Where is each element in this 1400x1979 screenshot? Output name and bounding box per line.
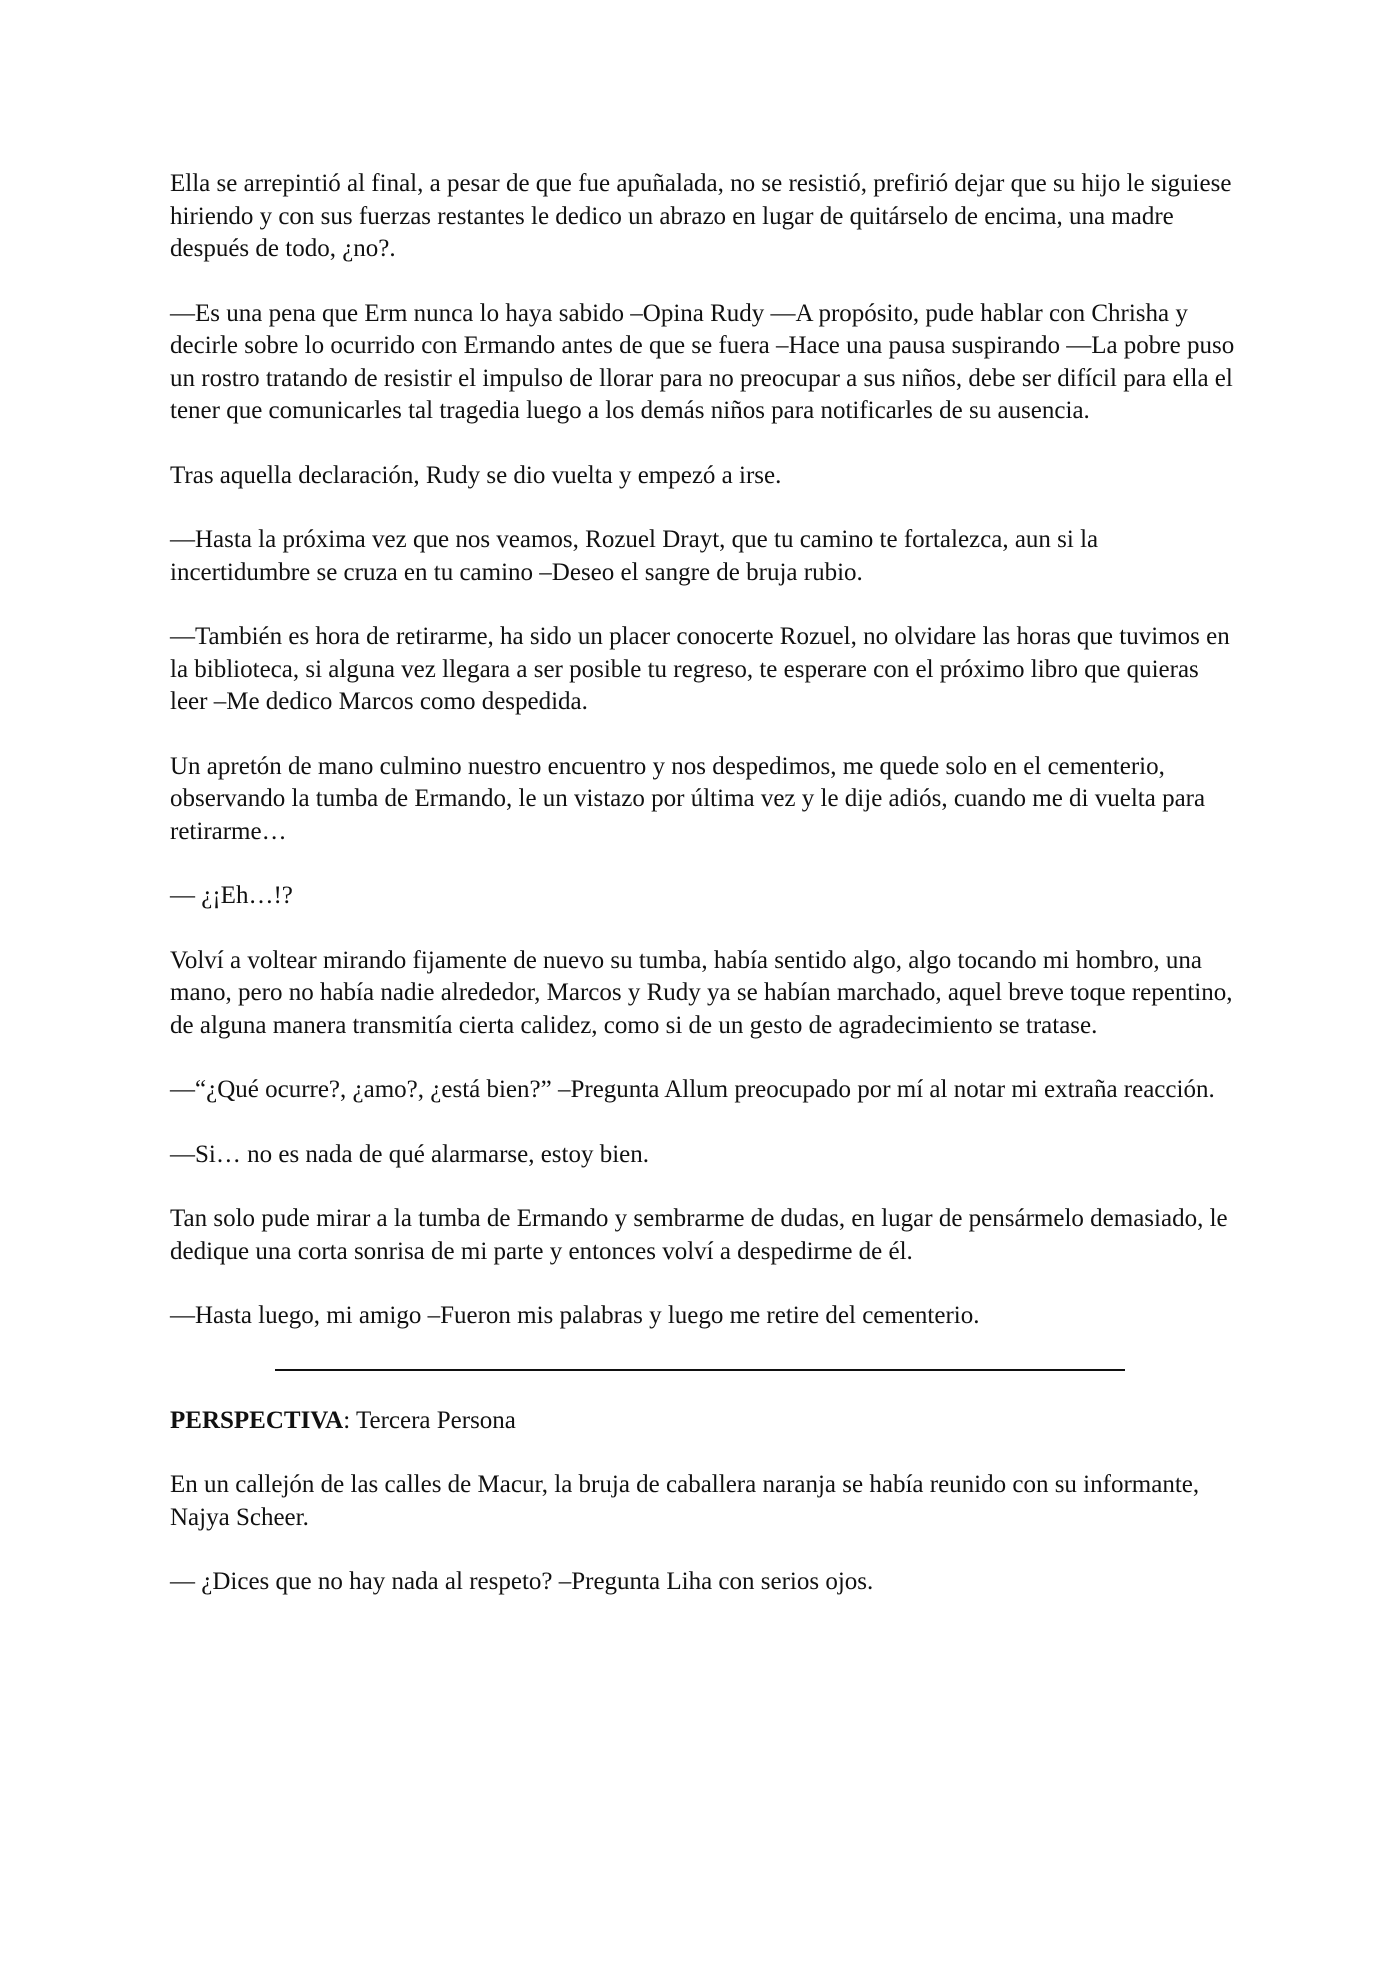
paragraph: Ella se arrepintió al final, a pesar de que fue apuñalada, no se resistió, prefirió dejar que su hijo le siguiese hiriendo y con sus fuerzas restantes le dedico un abrazo en lugar de quitárselo de encima, una madre después de todo, ¿no?. [170,170,1232,262]
paragraph: Tras aquella declaración, Rudy se dio vuelta y empezó a irse. [170,461,782,489]
paragraph: —Hasta la próxima vez que nos veamos, Rozuel Drayt, que tu camino te fortalezca, aun si la incertidumbre se cruza en tu camino –Deseo el sangre de bruja rubio. [170,526,1099,586]
paragraph: Un apretón de mano culmino nuestro encuentro y nos despedimos, me quede solo en el cementerio, observando la tumba de Ermando, le un vistazo por última vez y le dije adiós, cuando me di vuelta para retirarme… [170,752,1206,845]
paragraph: Volví a voltear mirando fijamente de nuevo su tumba, había sentido algo, algo tocando mi hombro, una mano, pero no había nadie alrededor, Marcos y Rudy ya se habían marchado, aquel breve toque repentino, de alguna manera transmitía cierta calidez, como si de un gesto de agradecimiento se tratase. [170,946,1233,1039]
paragraph: En un callejón de las calles de Macur, la bruja de caballera naranja se había reunido con su informante, Najya Scheer. [170,1471,1200,1531]
paragraph: —También es hora de retirarme, ha sido un placer conocerte Rozuel, no olvidare las horas que tuvimos en la biblioteca, si alguna vez llegara a ser posible tu regreso, te esperare con el próximo libro que quieras leer –Me dedico Marcos como despedida. [170,623,1230,715]
paragraph: —“¿Qué ocurre?, ¿amo?, ¿está bien?” –Pregunta Allum preocupado por mí al notar mi extraña reacción. [170,1076,1215,1103]
paragraph: — ¿¡Eh…!? [170,882,293,909]
perspective-label: PERSPECTIVA [170,1406,344,1434]
paragraph: Tan solo pude mirar a la tumba de Ermando y sembrarme de dudas, en lugar de pensármelo demasiado, le dedique una corta sonrisa de mi parte y entonces volví a despedirme de él. [170,1205,1228,1265]
perspective-value: : Tercera Persona [343,1406,516,1434]
section-divider [275,1369,1125,1371]
document-body [170,168,1235,1631]
paragraph: —Si… no es nada de qué alarmarse, estoy bien. [170,1140,650,1168]
paragraph: —Es una pena que Erm nunca lo haya sabido –Opina Rudy —A propósito, pude hablar con Chrisha y decirle sobre lo ocurrido con Ermando antes de que se fuera –Hace una pausa suspirando —La pobre puso un rostro tratando de resistir el impulso de llorar para no preocupar a sus niños, debe ser difícil para ella el tener que comunicarles tal tragedia luego a los demás niños para notificarles de su ausencia. [170,299,1235,424]
perspective-line [170,1405,1235,1438]
paragraph: — ¿Dices que no hay nada al respeto? –Pregunta Liha con serios ojos. [170,1568,874,1595]
paragraph: —Hasta luego, mi amigo –Fueron mis palabras y luego me retire del cementerio. [170,1302,980,1329]
